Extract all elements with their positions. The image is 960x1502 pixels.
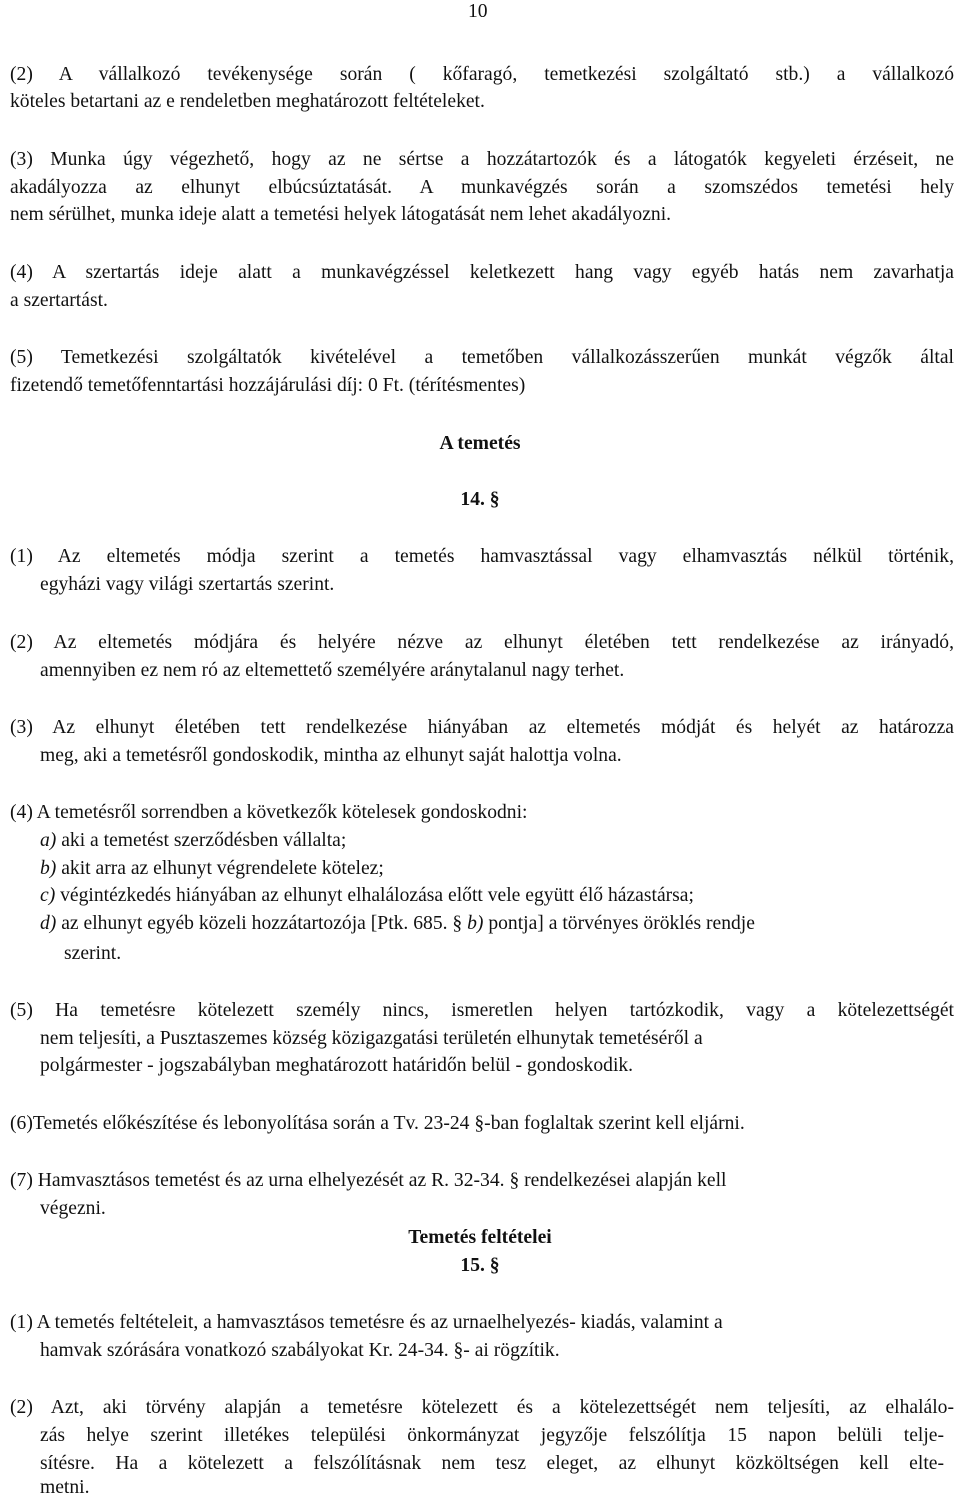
list-letter: c): [40, 885, 56, 906]
paragraph-line: fizetendő temetőfenntartási hozzájárulási díj: 0 Ft. (térítésmentes): [10, 375, 526, 396]
section-heading: Temetés feltételei: [408, 1227, 552, 1248]
list-item: [40, 882, 694, 910]
paragraph-line: a szertartást.: [10, 290, 108, 311]
section-number: 15. §: [460, 1255, 500, 1276]
paragraph-line: metni.: [40, 1477, 90, 1498]
paragraph-line: végezni.: [40, 1198, 106, 1219]
paragraph-line: nem sérülhet, munka ideje alatt a temetési helyek látogatását nem lehet akadályozni.: [10, 204, 672, 225]
list-ref: b): [467, 913, 484, 934]
paragraph-line: polgármester - jogszabályban meghatározott határidőn belül - gondoskodik.: [40, 1055, 634, 1076]
paragraph-line: akadályozza az elhunyt elbúcsúztatását. A munkavégzés során a szomszédos temetési hely: [10, 177, 954, 198]
paragraph-line: (6)Temetés előkészítése és lebonyolítása során a Tv. 23-24 §-ban foglaltak szerint kell eljárni.: [10, 1113, 745, 1134]
list-letter: d): [40, 913, 57, 934]
paragraph-line: (3) Munka úgy végezhető, hogy az ne sértse a hozzátartozók és a látogatók kegyeleti érzéseit, ne: [10, 149, 954, 170]
list-item: [40, 855, 384, 883]
page-number: 10: [468, 1, 488, 22]
paragraph-line: köteles betartani az e rendeletben meghatározott feltételeket.: [10, 91, 485, 112]
paragraph-line: (3) Az elhunyt életében tett rendelkezése hiányában az eltemetés módját és helyét az határozza: [10, 717, 954, 738]
paragraph-line: nem teljesíti, a Pusztaszemes község közigazgatási területén elhunytak temetéséről a: [40, 1028, 703, 1049]
list-letter: b): [40, 858, 57, 879]
paragraph-line: (5) Temetkezési szolgáltatók kivételével a temetőben vállalkozásszerűen munkát végzők által: [10, 347, 954, 368]
list-letter: a): [40, 830, 57, 851]
section-heading: A temetés: [439, 433, 521, 454]
paragraph-line: (1) Az eltemetés módja szerint a temetés hamvasztással vagy elhamvasztás nélkül történik,: [10, 546, 954, 567]
section-number: 14. §: [460, 489, 500, 510]
paragraph-line: egyházi vagy világi szertartás szerint.: [40, 574, 335, 595]
list-continuation: szerint.: [64, 943, 122, 964]
paragraph-line: amennyiben ez nem ró az eltemettető személyére aránytalanul nagy terhet.: [40, 660, 625, 681]
list-text: az elhunyt egyéb közeli hozzátartozója [Ptk. 685. §: [56, 913, 468, 934]
paragraph-line: (2) Azt, aki törvény alapján a temetésre kötelezett és a kötelezettségét nem teljesíti, az elhalálo-: [10, 1397, 954, 1418]
list-text-tail: pontja] a törvényes öröklés rendje: [483, 913, 755, 934]
list-item: [40, 910, 755, 938]
paragraph-line: (5) Ha temetésre kötelezett személy nincs, ismeretlen helyen tartózkodik, vagy a kötelezettségét: [10, 1000, 954, 1021]
list-intro: (4) A temetésről sorrendben a következők kötelesek gondoskodni:: [10, 802, 528, 823]
list-text: végintézkedés hiányában az elhunyt elhalálozása előtt vele együtt élő házastársa;: [55, 885, 694, 906]
paragraph-line: (7) Hamvasztásos temetést és az urna elhelyezését az R. 32-34. § rendelkezései alapján kell: [10, 1170, 727, 1191]
paragraph-line: sítésre. Ha a kötelezett a felszólításnak nem tesz eleget, az elhunyt közköltségen kell elte-: [40, 1453, 944, 1474]
list-text: akit arra az elhunyt végrendelete kötelez;: [56, 858, 384, 879]
paragraph-line: (2) Az eltemetés módjára és helyére nézve az elhunyt életében tett rendelkezése az irányadó,: [10, 632, 954, 653]
paragraph-line: (2) A vállalkozó tevékenysége során ( kőfaragó, temetkezési szolgáltató stb.) a vállalkozó: [10, 64, 954, 85]
paragraph-line: (4) A szertartás ideje alatt a munkavégzéssel keletkezett hang vagy egyéb hatás nem zavarhatja: [10, 262, 954, 283]
paragraph-line: zás helye szerint illetékes települési önkormányzat jegyzője felszólítja 15 napon belüli telje-: [40, 1425, 944, 1446]
paragraph-line: meg, aki a temetésről gondoskodik, mintha az elhunyt saját halottja volna.: [40, 745, 622, 766]
paragraph-line: hamvak szórására vonatkozó szabályokat Kr. 24-34. §- ai rögzítik.: [40, 1340, 560, 1361]
list-item: [40, 827, 346, 855]
list-text: aki a temetést szerződésben vállalta;: [56, 830, 347, 851]
paragraph-line: (1) A temetés feltételeit, a hamvasztásos temetésre és az urnaelhelyezés- kiadás, valamint a: [10, 1312, 723, 1333]
